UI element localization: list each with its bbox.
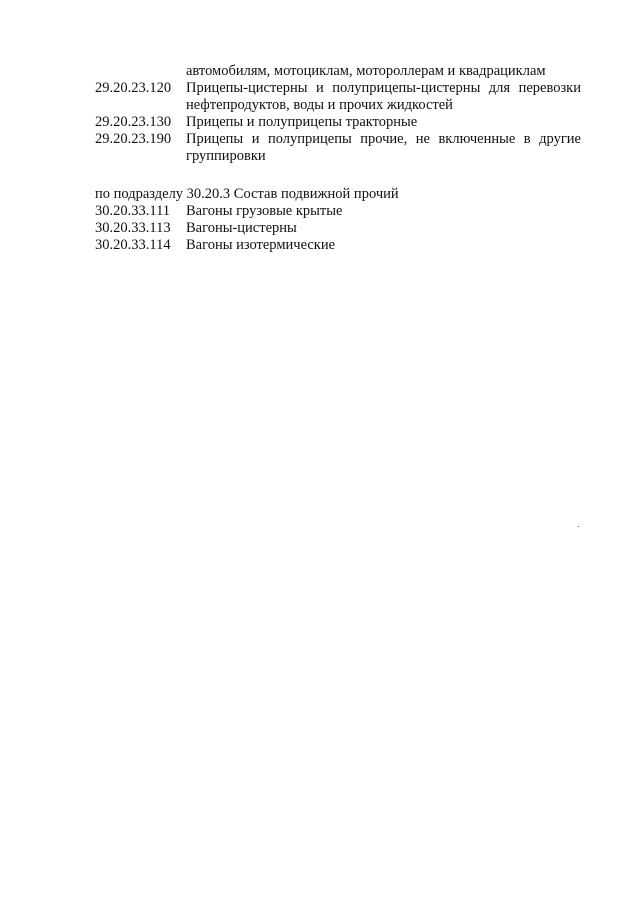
subsection-heading: по подразделу 30.20.3 Состав подвижной прочий (95, 186, 399, 202)
item-description: Вагоны грузовые крытые (186, 203, 343, 219)
list-item (95, 131, 581, 165)
list-item (95, 80, 581, 114)
item-description: Прицепы-цистерны и полуприцепы-цистерны для перевозки нефтепродуктов, воды и прочих жидкостей (186, 80, 581, 113)
item-description: Прицепы и полуприцепы прочие, не включенные в другие группировки (186, 131, 581, 164)
list-item (95, 203, 581, 220)
list-item-continuation (95, 63, 581, 80)
item-description: Вагоны изотермические (186, 237, 336, 253)
scan-speck (578, 526, 579, 527)
item-code: 30.20.33.113 (95, 220, 171, 236)
item-code: 29.20.23.120 (95, 80, 172, 96)
item-description: Вагоны-цистерны (186, 220, 297, 236)
continuation-text: автомобилям, мотоциклам, мотороллерам и квадрациклам (186, 63, 546, 79)
classifier-subsection (95, 186, 581, 254)
item-code: 30.20.33.114 (95, 237, 171, 253)
item-description: Прицепы и полуприцепы тракторные (186, 114, 418, 130)
list-item (95, 220, 581, 237)
item-code: 29.20.23.130 (95, 114, 172, 130)
classifier-list-continued (95, 63, 581, 165)
item-code: 30.20.33.111 (95, 203, 171, 219)
list-item (95, 114, 581, 131)
item-code: 29.20.23.190 (95, 131, 172, 147)
list-item (95, 237, 581, 254)
